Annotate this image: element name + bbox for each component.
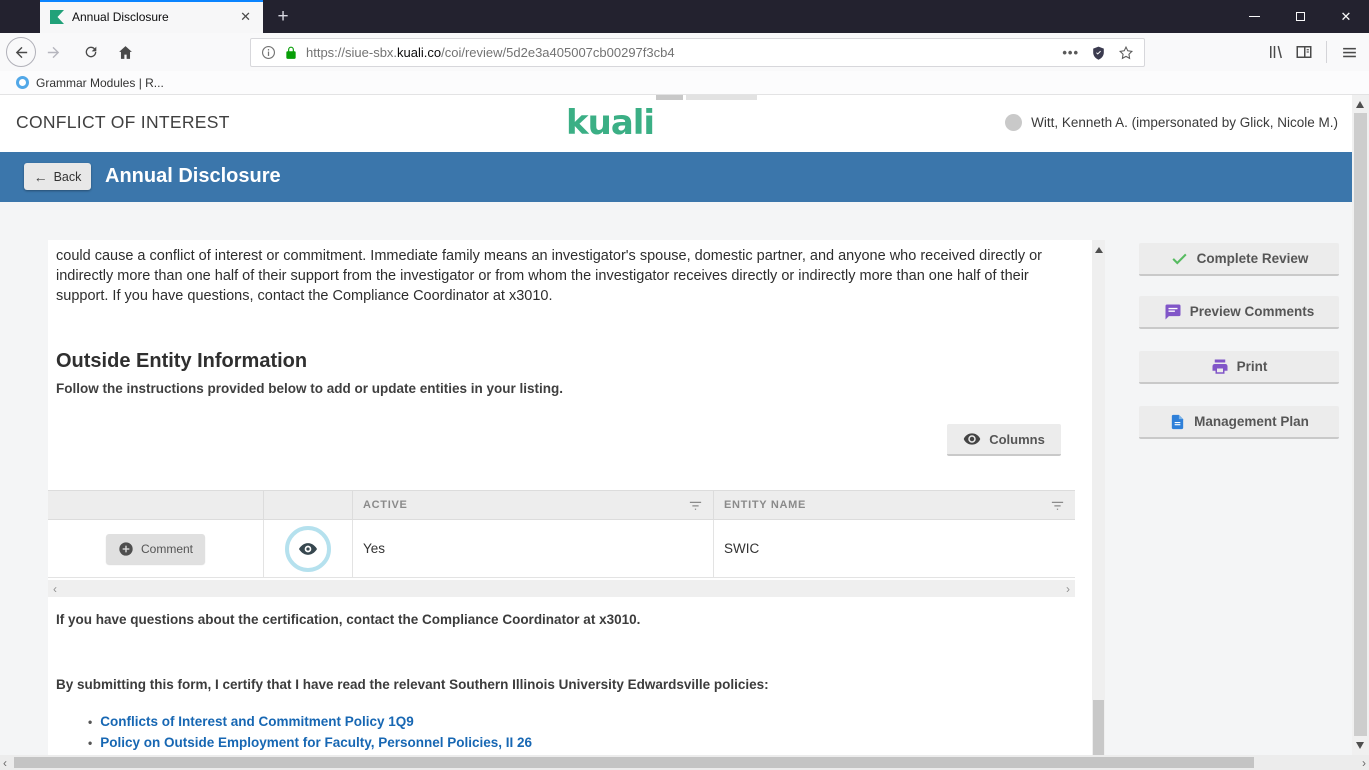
bookmark-star-icon[interactable] [1118, 45, 1134, 61]
page-info-icon[interactable] [261, 45, 276, 60]
hamburger-icon [1341, 44, 1358, 61]
cell-active: Yes [352, 520, 713, 577]
reload-icon [83, 44, 99, 60]
url-text[interactable]: https://siue-sbx.kuali.co/coi/review/5d2e3a405007cb00297f3cb4 [306, 45, 675, 60]
scroll-right-icon[interactable]: › [1066, 581, 1070, 596]
preview-comments-button[interactable]: Preview Comments [1139, 296, 1339, 329]
url-bar[interactable] [250, 38, 1145, 67]
kuali-favicon-icon [49, 9, 65, 25]
page-title-bar [0, 152, 1352, 202]
tab-title: Annual Disclosure [72, 9, 169, 24]
scrollbar-thumb[interactable] [1093, 700, 1104, 755]
columns-button[interactable]: Columns [947, 424, 1061, 456]
entities-table [48, 490, 1075, 578]
filter-icon[interactable] [1050, 498, 1065, 513]
page-back-button[interactable]: ← Back [24, 163, 91, 190]
section-subtitle: Follow the instructions provided below to add or update entities in your listing. [56, 381, 564, 396]
page-header [0, 95, 1352, 152]
decorative-strip [656, 95, 683, 100]
scroll-left-icon[interactable]: ‹ [3, 755, 7, 770]
view-entity-button[interactable] [285, 526, 331, 572]
forward-arrow-icon [45, 44, 62, 61]
scroll-left-icon[interactable]: ‹ [53, 581, 57, 596]
scroll-up-icon[interactable] [1095, 247, 1103, 253]
scroll-up-icon[interactable] [1356, 101, 1364, 108]
close-button[interactable] [1323, 0, 1369, 33]
intro-paragraph: could cause a conflict of interest or commitment. Immediate family means an investigator's spouse, domestic partner, and anyone who received directly or indirectly more than one half of their support from the investigator or from whom the investigator receives directly or indirectly more than one half of their support. If you have questions, contact the Compliance Coordinator at x3010. [56, 248, 1043, 304]
header-cell-entity: ENTITY NAME [713, 491, 1075, 519]
plus-circle-icon [118, 541, 134, 557]
back-button[interactable] [6, 37, 36, 67]
window-titlebar [0, 0, 1369, 33]
avatar [1005, 114, 1022, 131]
table-horizontal-scrollbar[interactable] [48, 580, 1075, 597]
scroll-down-icon[interactable] [1356, 742, 1364, 749]
maximize-icon [1296, 12, 1305, 21]
maximize-button[interactable] [1277, 0, 1323, 33]
section-title: Outside Entity Information [56, 350, 308, 372]
page-title: Annual Disclosure [105, 165, 281, 187]
eye-icon [963, 430, 981, 448]
library-icon [1267, 43, 1285, 61]
toolbar-right [1262, 33, 1369, 71]
minimize-button[interactable] [1231, 0, 1277, 33]
print-button[interactable]: Print [1139, 351, 1339, 384]
minimize-icon [1249, 16, 1260, 17]
table-header-row [48, 490, 1075, 520]
user-menu[interactable] [1005, 114, 1338, 131]
library-button[interactable] [1262, 37, 1290, 67]
browser-horizontal-scrollbar[interactable] [0, 755, 1369, 770]
sidebar-toggle-button[interactable] [1290, 37, 1318, 67]
home-icon [117, 44, 134, 61]
table-row [48, 520, 1075, 578]
filter-icon[interactable] [688, 498, 703, 513]
reload-button[interactable] [78, 37, 104, 67]
bookmark-item[interactable]: Grammar Modules | R... [36, 75, 164, 90]
forward-button[interactable] [40, 37, 66, 67]
scroll-right-icon[interactable]: › [1362, 755, 1366, 770]
certify-statement: By submitting this form, I certify that I have read the relevant Southern Illinois University Edwardsville policies: [56, 677, 769, 692]
certification-note: If you have questions about the certification, contact the Compliance Coordinator at x3010. [56, 612, 641, 627]
bookmarks-bar [0, 71, 1369, 95]
browser-vertical-scrollbar[interactable] [1352, 95, 1369, 755]
management-plan-button[interactable]: Management Plan [1139, 406, 1339, 439]
menu-button[interactable] [1335, 37, 1363, 67]
scrollbar-thumb[interactable] [14, 757, 1254, 768]
tab-close-icon[interactable]: ✕ [240, 8, 251, 24]
browser-tab[interactable] [40, 0, 263, 33]
decorative-strip [686, 95, 757, 100]
check-icon [1170, 249, 1189, 268]
back-arrow-icon: ← [33, 168, 48, 185]
printer-icon [1211, 358, 1229, 376]
eye-icon [298, 539, 318, 559]
document-icon [1169, 413, 1186, 431]
comment-button[interactable]: Comment [106, 534, 205, 564]
kuali-logo: kuali [566, 103, 655, 143]
card-vertical-scrollbar[interactable] [1092, 240, 1105, 755]
user-name: Witt, Kenneth A. (impersonated by Glick, Nicole M.) [1031, 115, 1338, 130]
sidebar-icon [1295, 43, 1313, 61]
new-tab-button[interactable] [270, 4, 296, 30]
header-cell-view [263, 491, 352, 519]
toolbar-separator [1326, 41, 1327, 63]
comment-icon [1164, 303, 1182, 321]
plus-icon: + [277, 6, 289, 27]
disclosure-card [48, 240, 1105, 755]
cell-entity-name: SWIC [713, 520, 1075, 577]
browser-navbar [0, 33, 1369, 71]
close-icon: ✕ [1340, 8, 1352, 24]
lock-icon [284, 46, 298, 60]
back-arrow-icon [13, 44, 30, 61]
header-cell-actions [48, 491, 263, 519]
app-title: CONFLICT OF INTEREST [16, 112, 230, 132]
bookmark-favicon-icon [16, 76, 29, 89]
complete-review-button[interactable]: Complete Review [1139, 243, 1339, 276]
policy-link-1[interactable]: • Conflicts of Interest and Commitment Policy 1Q9 [88, 714, 414, 729]
home-button[interactable] [112, 37, 138, 67]
tracking-shield-icon[interactable] [1091, 45, 1106, 61]
scrollbar-thumb[interactable] [1354, 113, 1367, 736]
policy-link-2[interactable]: • Policy on Outside Employment for Faculty, Personnel Policies, II 26 [88, 735, 532, 750]
header-cell-active: ACTIVE [352, 491, 713, 519]
page-actions-icon[interactable]: ••• [1062, 45, 1079, 60]
